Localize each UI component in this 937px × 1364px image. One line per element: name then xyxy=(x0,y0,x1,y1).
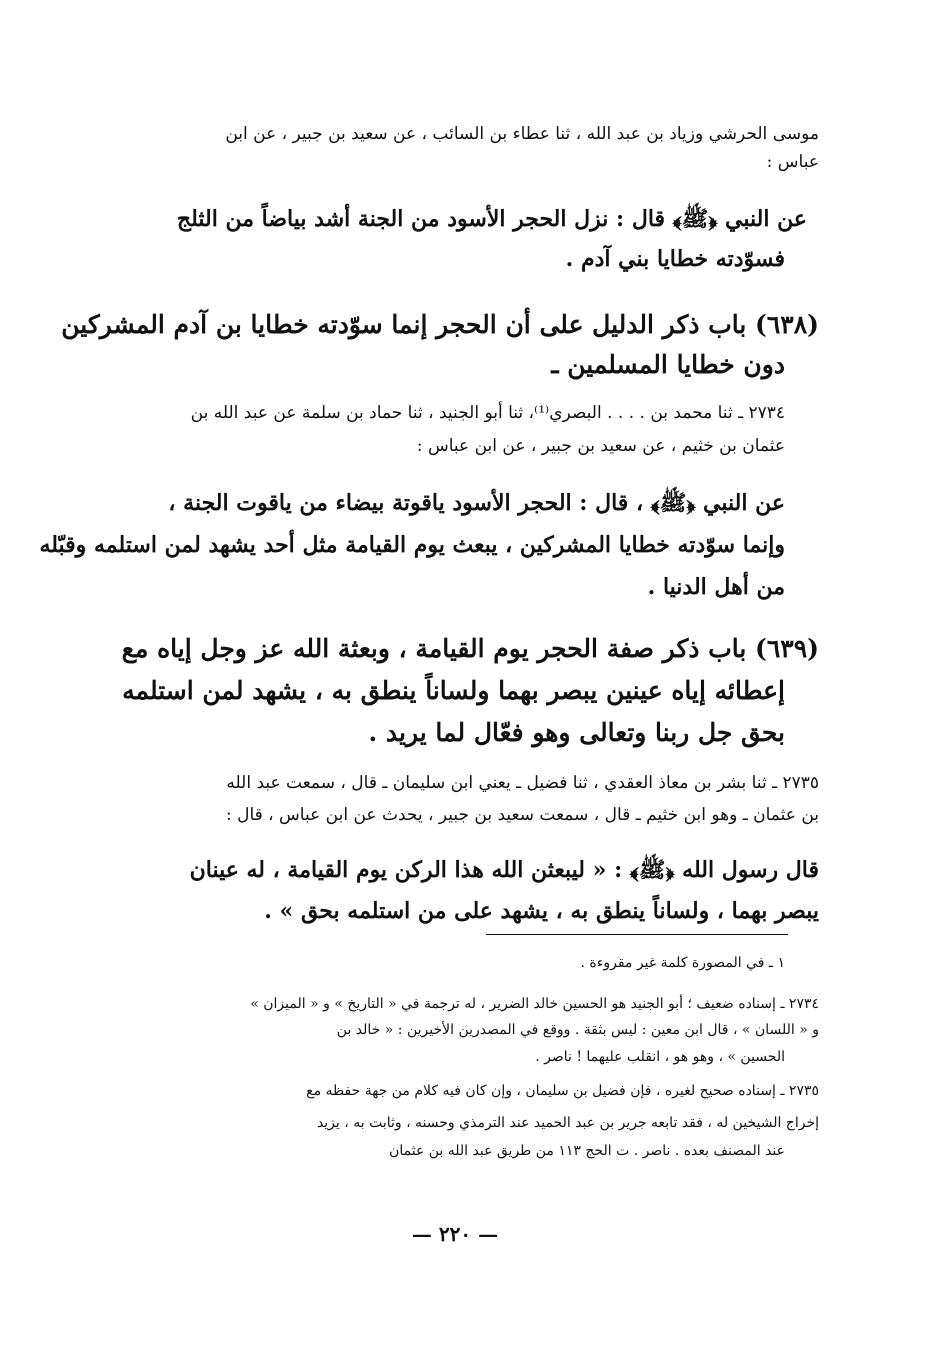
page-number: — ٢٢٠ — xyxy=(411,1222,499,1246)
chapter-heading: (٦٣٨) باب ذكر الدليل على أن الحجر إنما سوّدته خطايا بن آدم المشركين xyxy=(61,310,819,339)
chapter-heading: إعطائه إياه عينين يبصر بهما ولساناً ينطق به ، يشهد لمن استلمه xyxy=(122,676,785,705)
isnad-line: عثمان بن خثيم ، عن سعيد بن جبير ، عن ابن عباس : xyxy=(416,436,785,456)
footnote-2735: عند المصنف بعده . ناصر . ت الحج ١١٣ من طريق عبد الله بن عثمان xyxy=(389,1143,785,1159)
matn-line: عن النبي ﴿ﷺ﴾ قال : نزل الحجر الأسود من الجنة أشد بياضاً من الثلج xyxy=(176,206,807,232)
matn-line: فسوّدته خطايا بني آدم . xyxy=(565,246,785,272)
footnote-2735: ٢٧٣٥ ـ إسناده صحيح لغيره ، فإن فضيل بن سليمان ، وإن كان فيه كلام من جهة حفظه مع xyxy=(306,1083,819,1099)
matn-line: عن النبي ﴿ﷺ﴾ ، قال : الحجر الأسود ياقوتة بيضاء من ياقوت الجنة ، xyxy=(168,490,785,516)
isnad-line: عباس : xyxy=(766,152,819,172)
footnote-1: ١ ـ في المصورة كلمة غير مقروءة . xyxy=(580,955,785,971)
chapter-heading: بحق جل ربنا وتعالى وهو فعّال لما يريد . xyxy=(368,718,785,747)
isnad-line: موسى الحرشي وزياد بن عبد الله ، ثنا عطاء بن السائب ، عن سعيد بن جبير ، عن ابن xyxy=(225,124,819,144)
footnote-2735: إخراج الشيخين له ، فقد تابعه جرير بن عبد الحميد عند الترمذي وحسنه ، وثابت به ، يزيد xyxy=(316,1115,819,1131)
matn-line: من أهل الدنيا . xyxy=(647,574,785,600)
chapter-heading: دون خطايا المسلمين ـ xyxy=(551,350,785,379)
chapter-heading: (٦٣٩) باب ذكر صفة الحجر يوم القيامة ، وبعثة الله عز وجل إياه مع xyxy=(121,634,819,663)
isnad-line: ٢٧٣٤ ـ ثنا محمد بن . . . . البصري⁽¹⁾، ثنا أبو الجنيد ، ثنا حماد بن سلمة عن عبد الله بن xyxy=(190,403,785,423)
footnote-2734: و « اللسان » ، قال ابن معين : ليس بثقة . ووقع في المصدرين الأخيرين : « خالد بن xyxy=(336,1022,819,1038)
matn-line: وإنما سوّدته خطايا المشركين ، يبعث يوم القيامة مثل أحد يشهد لمن استلمه وقبّله xyxy=(39,532,785,558)
matn-line: قال رسول الله ﴿ﷺ﴾ : « ليبعثن الله هذا الركن يوم القيامة ، له عينان xyxy=(189,857,819,883)
footnote-separator xyxy=(486,934,788,935)
isnad-line: ٢٧٣٥ ـ ثنا بشر بن معاذ العقدي ، ثنا فضيل ـ يعني ابن سليمان ـ قال ، سمعت عبد الله xyxy=(226,773,819,793)
footnote-2734: ٢٧٣٤ ـ إسناده ضعيف ؛ أبو الجنيد هو الحسين خالد الضرير ، له ترجمة في « التاريخ » و « الميزان » xyxy=(250,996,819,1012)
matn-line: يبصر بهما ، ولساناً ينطق به ، يشهد على من استلمه بحق » . xyxy=(264,898,819,924)
isnad-line: بن عثمان ـ وهو ابن خثيم ـ قال ، سمعت سعيد بن جبير ، يحدث عن ابن عباس ، قال : xyxy=(225,805,819,825)
footnote-2734: الحسين » ، وهو هو ، انقلب عليهما ! ناصر . xyxy=(535,1049,785,1065)
